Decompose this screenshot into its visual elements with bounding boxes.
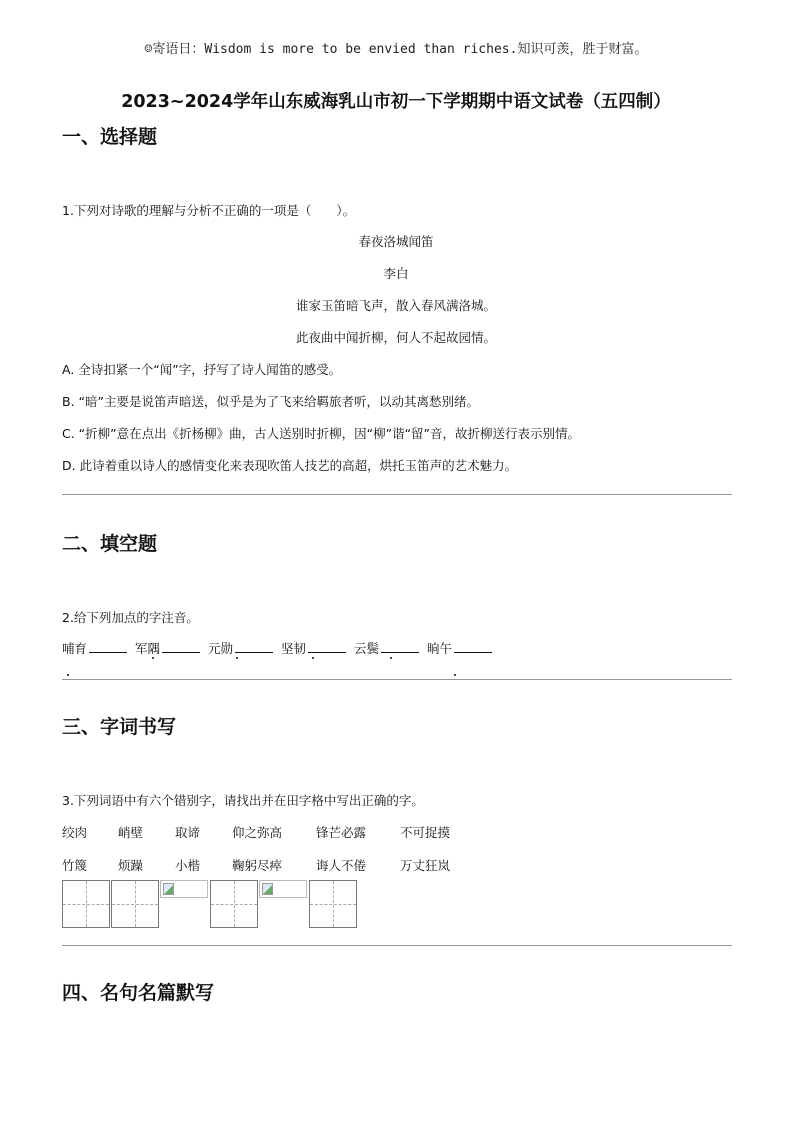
poem-author: 李白 (383, 266, 409, 281)
word-3: 元勋 (208, 641, 234, 656)
question-2-stem: 2.给下列加点的字注音。 (62, 610, 199, 625)
word: 竹篾 (62, 858, 88, 873)
answer-blank[interactable] (89, 640, 127, 653)
word: 绞肉 (62, 825, 88, 840)
section-heading-words: 三、字词书写 (62, 716, 177, 738)
word: 取谛 (175, 825, 201, 840)
divider (62, 945, 732, 946)
word-1: 哺育 (62, 641, 88, 656)
word-4: 坚韧 (281, 641, 307, 656)
motto-line: ☺寄语日：Wisdom is more to be envied than riches.知识可羡，胜于财富。 (144, 42, 648, 57)
section-heading-recitation: 四、名句名篇默写 (62, 982, 215, 1004)
answer-blank[interactable] (162, 640, 200, 653)
pinyin-row (62, 639, 496, 657)
word: 鞠躬尽瘁 (232, 858, 283, 873)
emphasis-dot (152, 657, 154, 659)
exam-title: 2023~2024学年山东威海乳山市初一下学期期中语文试卷（五四制） (121, 92, 671, 112)
emphasis-dot (236, 657, 238, 659)
option-d: D. 此诗着重以诗人的感情变化来表现吹笛人技艺的高超，烘托玉笛声的艺术魅力。 (62, 458, 518, 473)
word-6: 晌午 (427, 641, 453, 656)
question-1-stem: 1.下列对诗歌的理解与分析不正确的一项是（ ）。 (62, 203, 356, 218)
tianzige-cell[interactable] (210, 880, 258, 928)
word: 仰之弥高 (232, 825, 283, 840)
section-heading-fill: 二、填空题 (62, 533, 158, 555)
divider (62, 494, 732, 495)
poem-title: 春夜洛城闻笛 (358, 234, 434, 249)
divider (62, 679, 732, 680)
poem-line-2: 此夜曲中闻折柳，何人不起故园情。 (295, 330, 496, 345)
answer-blank[interactable] (381, 640, 419, 653)
tianzige-cell[interactable] (62, 880, 110, 928)
word-2: 军隅 (135, 641, 161, 656)
poem-line-1: 谁家玉笛暗飞声，散入春风满洛城。 (295, 298, 496, 313)
word: 小楷 (175, 858, 201, 873)
emphasis-dot (390, 657, 392, 659)
broken-image-icon (259, 880, 307, 898)
word: 锋芒必露 (316, 825, 367, 840)
tianzige-cell[interactable] (309, 880, 357, 928)
word-5: 云鬓 (354, 641, 380, 656)
tianzige-cell[interactable] (111, 880, 159, 928)
word: 万丈狂岚 (400, 858, 451, 873)
question-3-stem: 3.下列词语中有六个错别字，请找出并在田字格中写出正确的字。 (62, 793, 424, 808)
option-c: C. “折柳”意在点出《折杨柳》曲，古人送别时折柳，因“柳”谐“留”音，故折柳送行表示别情。 (62, 426, 581, 441)
answer-blank[interactable] (308, 640, 346, 653)
answer-blank[interactable] (454, 640, 492, 653)
word: 烦躁 (118, 858, 144, 873)
option-a: A. 全诗扣紧一个“闻”字，抒写了诗人闻笛的感受。 (62, 362, 342, 377)
word: 诲人不倦 (316, 858, 367, 873)
word: 峭壁 (118, 825, 144, 840)
answer-blank[interactable] (235, 640, 273, 653)
emphasis-dot (312, 657, 314, 659)
word: 不可捉摸 (400, 825, 451, 840)
option-b: B. “暗”主要是说笛声暗送，似乎是为了飞来给羁旅者听，以动其离愁别绪。 (62, 394, 479, 409)
section-heading-choice: 一、选择题 (62, 126, 158, 148)
emphasis-dot (67, 674, 69, 676)
broken-image-icon (160, 880, 208, 898)
emphasis-dot (454, 674, 456, 676)
